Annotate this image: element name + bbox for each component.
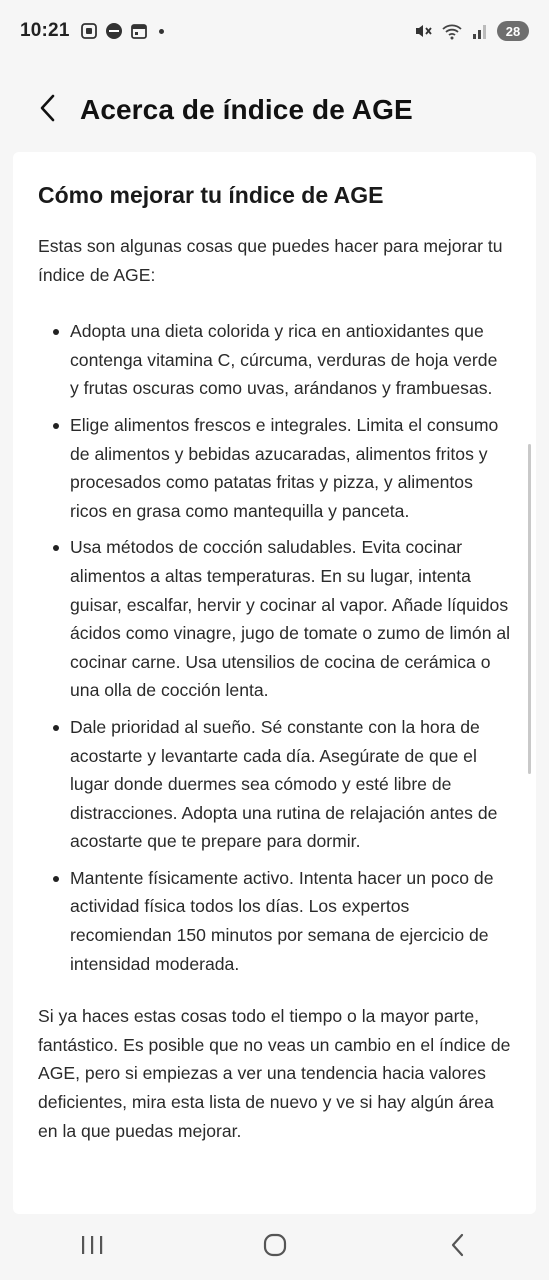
tip-text: Usa métodos de cocción saludables. Evita cocinar alimentos a altas temperaturas. En su lugar, intenta guisar, escalfar, hervir y cocinar al vapor. Añade líquidos ácidos como vinagre, jugo de tomate o zumo de limón al cocinar carne. Usa utensilios de cocina de cerámica o una olla de cocción lenta. xyxy=(70,537,511,701)
notification-dot xyxy=(159,29,164,34)
content-card xyxy=(13,152,536,1214)
screenshot-icon xyxy=(80,22,98,40)
list-item xyxy=(38,411,511,525)
signal-icon xyxy=(471,22,489,40)
chevron-left-icon xyxy=(37,93,59,128)
battery-icon: 28 xyxy=(497,21,529,41)
closing-text: Si ya haces estas cosas todo el tiempo o la mayor parte, fantástico. Es posible que no veas un cambio en el índice de AGE, pero si empiezas a ver una tendencia hacia valores deficientes, mira esta lista de nuevo y ve si hay algún área en la que puedas mejorar. xyxy=(38,1006,511,1141)
list-item xyxy=(38,317,511,403)
section-heading: Cómo mejorar tu índice de AGE xyxy=(38,182,384,208)
status-bar xyxy=(0,0,549,62)
status-icons-right xyxy=(413,21,529,41)
list-item xyxy=(38,713,511,856)
navigation-bar xyxy=(0,1215,549,1280)
back-icon xyxy=(449,1232,467,1263)
tip-text: Mantente físicamente activo. Intenta hacer un poco de actividad física todos los días. Los expertos recomiendan 150 minutos por semana de ejercicio de intensidad moderada. xyxy=(70,867,494,974)
nav-back-button[interactable] xyxy=(418,1223,498,1273)
recents-icon xyxy=(79,1234,105,1261)
recents-button[interactable] xyxy=(52,1223,132,1273)
scrollbar[interactable] xyxy=(528,444,531,774)
page-title: Acerca de índice de AGE xyxy=(80,94,413,125)
tips-list xyxy=(38,317,511,978)
tip-text: Dale prioridad al sueño. Sé constante con la hora de acostarte y levantarte cada día. Asegúrate de que el lugar donde duermes sea cómodo y esté libre de distracciones. Adopta una rutina de relajación antes de acostarte que te prepare para dormir. xyxy=(70,716,498,852)
bullet xyxy=(53,423,59,429)
list-item xyxy=(38,864,511,978)
bullet xyxy=(53,725,59,731)
back-button[interactable] xyxy=(20,82,76,138)
mute-icon xyxy=(413,22,433,40)
home-icon xyxy=(262,1232,288,1263)
app-bar xyxy=(0,72,549,148)
status-time: 10:21 xyxy=(20,20,70,41)
intro-text: Estas son algunas cosas que puedes hacer para mejorar tu índice de AGE: xyxy=(38,236,503,285)
bullet xyxy=(53,329,59,335)
status-icons-left xyxy=(80,22,164,40)
wifi-icon xyxy=(441,22,463,40)
bullet xyxy=(53,545,59,551)
bullet xyxy=(53,876,59,882)
list-item xyxy=(38,533,511,705)
tip-text: Elige alimentos frescos e integrales. Limita el consumo de alimentos y bebidas azucaradas, alimentos fritos y procesados como patatas fritas y pizza, y alimentos ricos en grasa como mantequilla y panceta. xyxy=(70,414,499,521)
calendar-icon xyxy=(130,22,148,40)
tip-text: Adopta una dieta colorida y rica en antioxidantes que contenga vitamina C, cúrcuma, verduras de hoja verde y frutas oscuras como uvas, arándanos y frambuesas. xyxy=(70,321,498,399)
home-button[interactable] xyxy=(235,1223,315,1273)
wear-icon xyxy=(105,22,123,40)
